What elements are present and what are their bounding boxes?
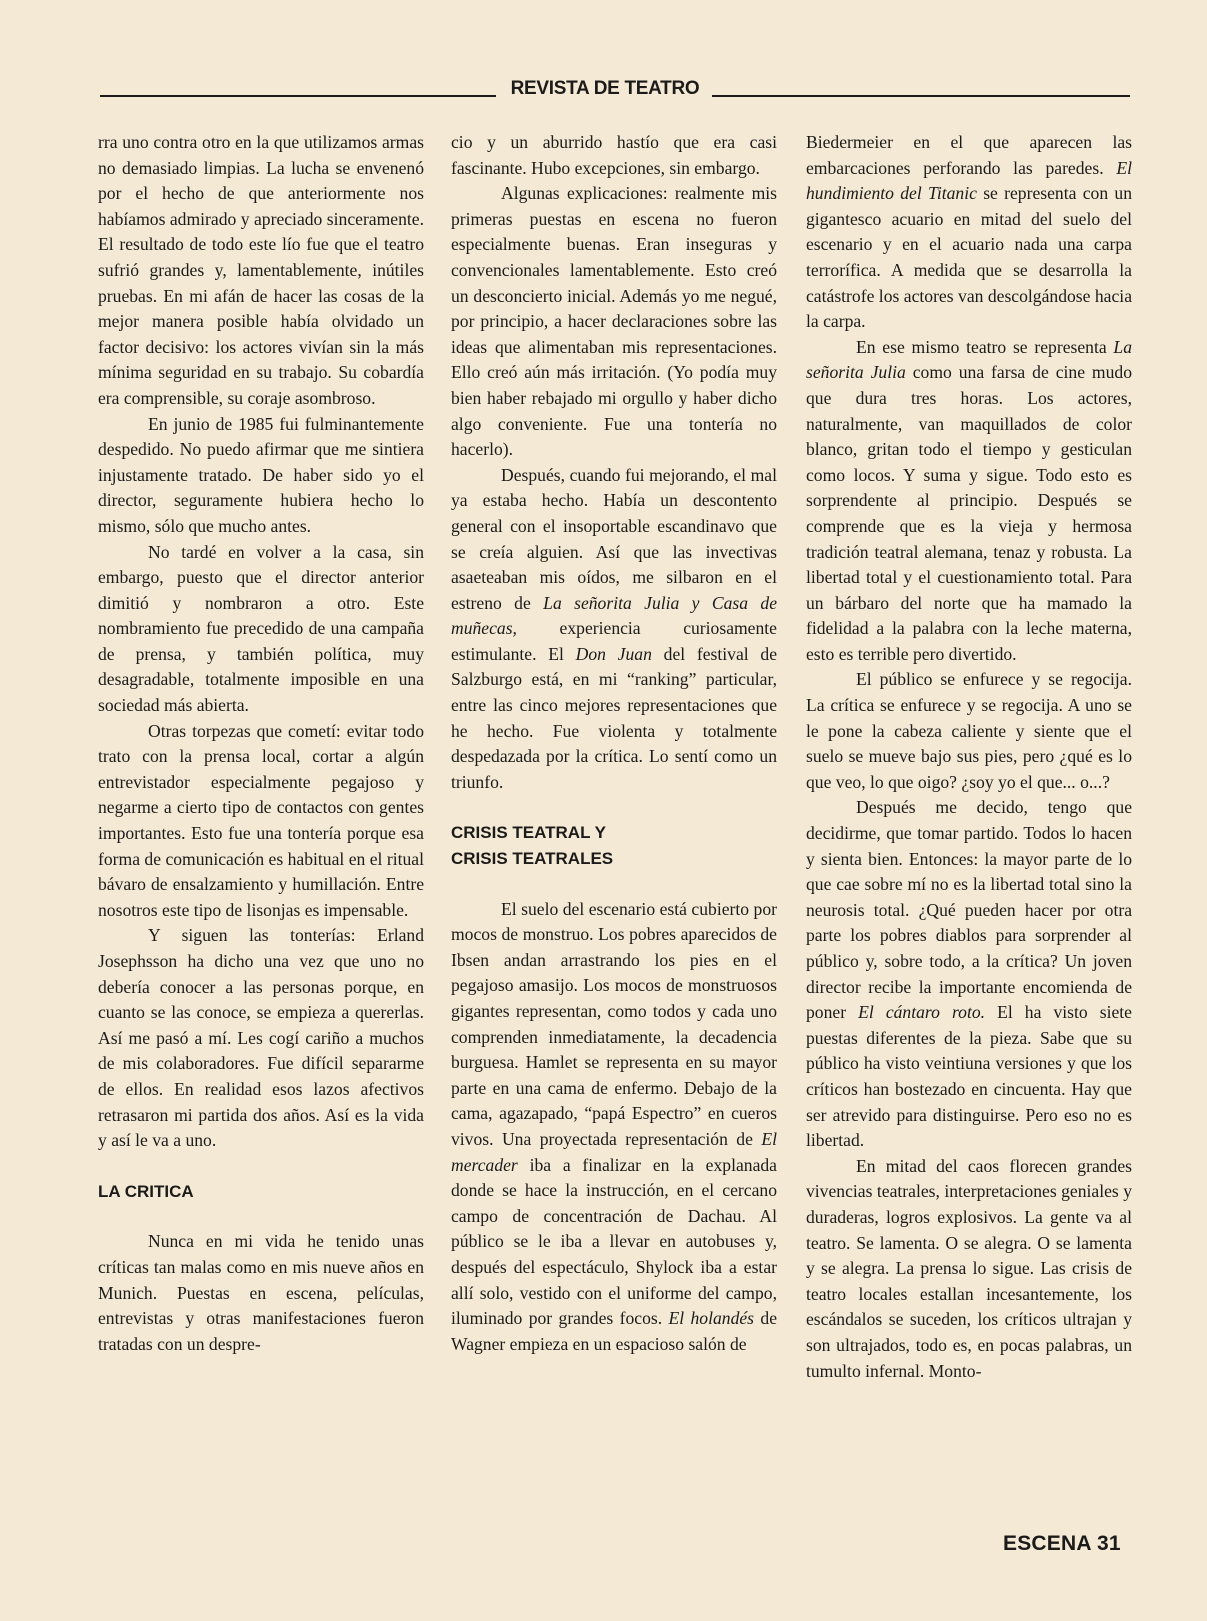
paragraph: [806, 795, 1132, 1153]
section-heading-la-critica: LA CRITICA: [98, 1181, 194, 1201]
paragraph: [806, 335, 1132, 668]
page-header: [100, 78, 1130, 100]
text-run: Biedermeier en el que aparecen las embarcaciones perforando las paredes.: [806, 132, 1132, 178]
paragraph: No tardé en volver a la casa, sin embargo, puesto que el director anterior dimitió y nombraron a otro. Este nombramiento fue precedido de una campaña de prensa, y también política, muy desagradable, totalmente imposible en una sociedad más abierta.: [98, 541, 424, 716]
text-run: Después me decido, tengo que decidirme, que tomar partido. Todos lo hacen y sienta bien. Entonces: la mayor parte de lo que cae sobre mí no es la libertad total sino la neurosis total. ¿Qué pueden hacer por otra parte los pobres diablos para sorprender al público y, sobre todo, a la crítica? Un joven director recibe la importante encomienda de poner: [806, 797, 1132, 1023]
text-run: El ha visto siete puestas diferentes de la pieza. Sabe que su público ha visto veintiuna versiones y que los críticos han bostezado en cincuenta. Hay que ser atrevido para distinguirse. Pero eso no es libertad.: [806, 1002, 1132, 1151]
heading-line: CRISIS TEATRALES: [451, 849, 614, 869]
text-run: El suelo del escenario está cubierto por mocos de monstruo. Los pobres aparecidos de Ibsen andan arrastrando los pies en el pegajoso amasijo. Los mocos de monstruosos gigantes representan, como todos y cada uno comprenden inmediatamente, la decadencia burguesa. Hamlet se representa en su mayor parte en una cama de enfermo. Debajo de la cama, agazapado, “papá Espectro” en cueros vivos. Una proyectada representación de: [451, 898, 777, 1149]
header-title: REVISTA DE TEATRO: [510, 78, 700, 99]
paragraph: Otras torpezas que cometí: evitar todo trato con la prensa local, cortar a algún entrevistador especialmente pegajoso y negarme a cierto tipo de contactos con gentes importantes. Esto fue una tontería porque esa forma de comunicación es habitual en el ritual bávaro de ensalzamiento y humillación. Entre nosotros este tipo de lisonjas es impensable.: [98, 720, 424, 920]
italic-title: El holandés: [668, 1308, 755, 1329]
paragraph: [806, 130, 1132, 335]
paragraph: [451, 463, 777, 796]
text-run: Después, cuando fui mejorando, el mal ya estaba hecho. Había un descontento general con el insoportable escandinavo que se creía alguien. Así que las invectivas asaeteaban mis oídos, me silbaron en el estreno de: [451, 464, 777, 613]
italic-title: El mercader: [451, 1128, 777, 1175]
heading-line: CRISIS TEATRAL Y: [451, 823, 606, 843]
paragraph: rra uno contra otro en la que utilizamos armas no demasiado limpias. La lucha se envenenó por el hecho de que anteriormente nos habíamos admirado y apreciado sinceramente. El resultado de todo este lío fue que el teatro sufrió grandes y, lamentablemente, inútiles pruebas. En mi afán de hacer las cosas de la mejor manera posible había olvidado un factor decisivo: los actores vivían sin la más mínima seguridad en su trabajo. Su cobardía era comprensible, su coraje asombroso.: [98, 132, 424, 408]
italic-title: Don Juan: [575, 643, 652, 664]
italic-title: La señorita Julia: [806, 336, 1132, 383]
italic-title: El hundimiento del Titanic: [806, 157, 1132, 204]
italic-title: El cántaro roto.: [858, 1002, 986, 1023]
paragraph: Y siguen las tonterías: Erland Josephsson ha dicho una vez que uno no debería conocer a las personas porque, en cuanto se las conoce, se empieza a quererlas. Así me pasó a mí. Les cogí cariño a muchos de mis colaboradores. Fue difícil separarme de ellos. En realidad esos lazos afectivos retrasaron mi partida dos años. Así es la vida y así le va a uno.: [98, 925, 424, 1151]
text-column-2: [451, 130, 777, 1357]
text-run: del festival de Salzburgo está, en mi “ranking” particular, entre las cinco mejores representaciones que he hecho. Fue violenta y totalmente despedazada por la crítica. Lo sentí como un triunfo.: [451, 643, 778, 792]
paragraph: [451, 897, 777, 1358]
paragraph: cio y un aburrido hastío que era casi fascinante. Hubo excepciones, sin embargo.: [451, 132, 777, 178]
italic-title: La señorita Julia y Casa de muñecas,: [451, 592, 778, 639]
text-run: como una farsa de cine mudo que dura tres horas. Los actores, naturalmente, van maquillados de color blanco, gritan todo el tiempo y gesticulan como locos. Y suma y sigue. Todo esto es sorprendente al principio. Después se comprende que es la vieja y hermosa tradición teatral alemana, tenaz y robusta. La libertad total y el cuestionamiento total. Para un bárbaro del norte que ha mamado la fidelidad a la palabra con la leche materna, esto es terrible pero divertido.: [806, 362, 1133, 664]
paragraph: El público se enfurece y se regocija. La crítica se enfurece y se regocija. A uno se le pone la cabeza caliente y siente que el suelo se mueve bajo sus pies, pero ¿qué es lo que veo, lo que oigo? ¿soy yo el que... o...?: [806, 669, 1132, 792]
section-heading-crisis: [451, 820, 777, 871]
paragraph: Algunas explicaciones: realmente mis primeras puestas en escena no fueron especialmente buenas. Eran inseguras y convencionales lamentablemente. Esto creó un desconcierto inicial. Además yo me negué, por principio, a hacer declaraciones sobre las ideas que alimentaban mis representaciones. Ello creó aún más irritación. (Yo podía muy bien haber rebajado mi orgullo y haber dicho algo conveniente. Fue una tontería no hacerlo).: [451, 183, 777, 460]
text-run: iba a finalizar en la explanada donde se hace la instrucción, en el cercano campo de concentración de Dachau. Al público se le iba a llevar en autobuses y, después del espectáculo, Shylock iba a estar allí solo, vestido con el uniforme del campo, iluminado por grandes focos.: [451, 1154, 777, 1329]
page-footer-folio: ESCENA 31: [1003, 1532, 1121, 1555]
text-run: de Wagner empieza en un espacioso salón de: [451, 1308, 778, 1354]
text-run: experiencia curiosamente estimulante. El: [451, 618, 777, 664]
text-column-1: [98, 130, 424, 1357]
paragraph: En junio de 1985 fui fulminantemente despedido. No puedo afirmar que me sintiera injustamente tratado. De haber sido yo el director, seguramente hubiera hecho lo mismo, sólo que mucho antes.: [98, 413, 424, 536]
header-rule-left: [100, 95, 496, 97]
header-rule-right: [712, 95, 1130, 97]
paragraph: En mitad del caos florecen grandes vivencias teatrales, interpretaciones geniales y duraderas, logros explosivos. La gente va al teatro. Se lamenta. O se alegra. O se lamenta y se alegra. La prensa lo sigue. Las crisis de teatro locales estallan incesantemente, los escándalos se suceden, los críticos ultrajan y son ultrajados, todo es, en pocas palabras, un tumulto infernal. Monto-: [806, 1155, 1132, 1381]
text-run: En ese mismo teatro se representa: [856, 336, 1107, 357]
text-column-3: [806, 130, 1132, 1384]
text-run: se representa con un gigantesco acuario en mitad del suelo del escenario y en el acuario nada una carpa terrorífica. A medida que se desarrolla la catástrofe los actores van descolgándose hacia la carpa.: [806, 183, 1132, 332]
paragraph: Nunca en mi vida he tenido unas críticas tan malas como en mis nueve años en Munich. Puestas en escena, películas, entrevistas y otras manifestaciones fueron tratadas con un despre-: [98, 1231, 424, 1354]
